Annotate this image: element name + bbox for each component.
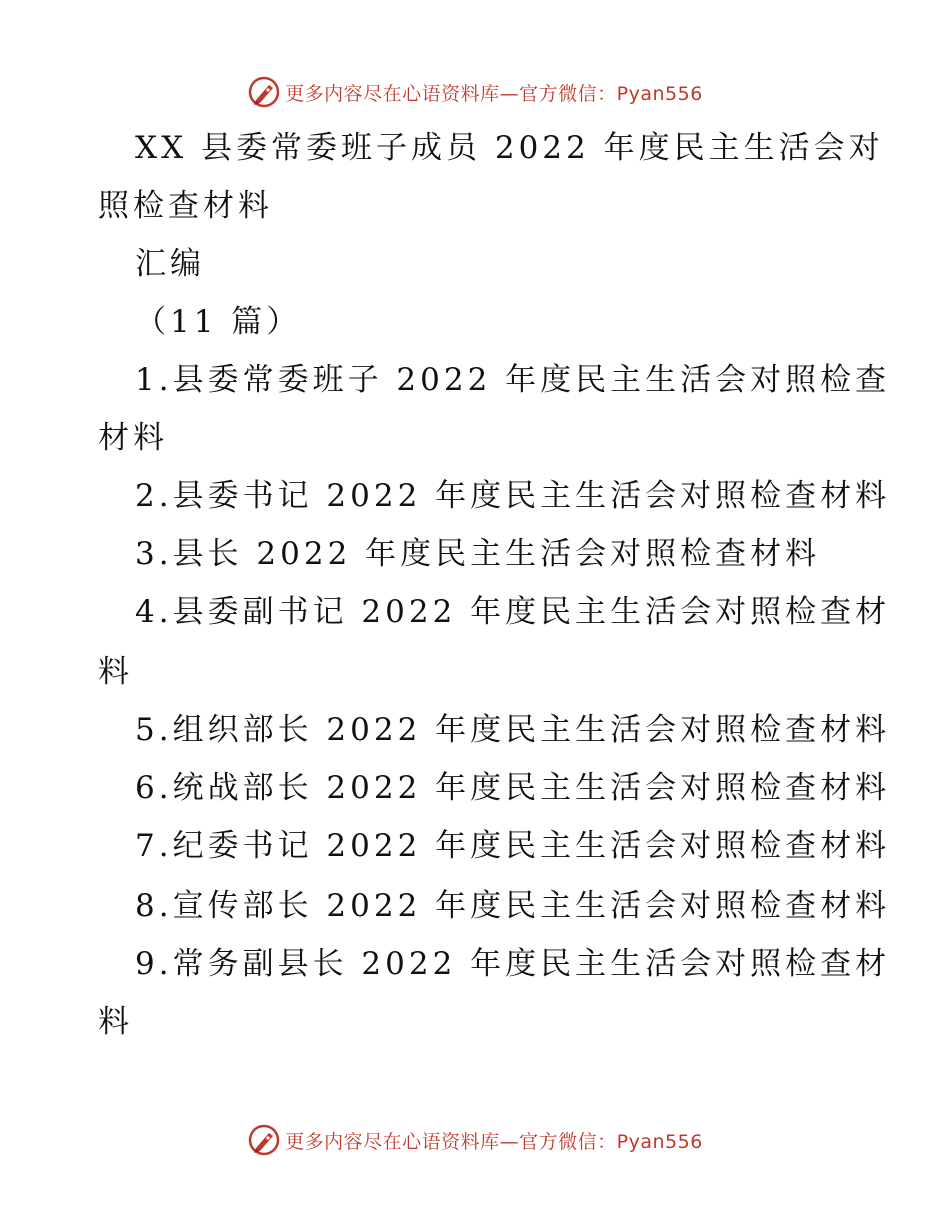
header-watermark (0, 72, 950, 112)
document-subtitle: 汇编 (135, 246, 205, 282)
list-item: 4.县委副书记 2022 年度民主生活会对照检查材 (135, 594, 891, 630)
pen-logo-icon (247, 1123, 281, 1157)
list-item-continuation: 材料 (98, 420, 168, 456)
watermark-text: 更多内容尽在心语资料库—官方微信：Pyan556 (285, 1130, 703, 1153)
list-item: 5.组织部长 2022 年度民主生活会对照检查材料 (135, 712, 891, 748)
pen-logo-icon (247, 75, 281, 109)
list-item: 2.县委书记 2022 年度民主生活会对照检查材料 (135, 478, 891, 514)
list-item: 9.常务副县长 2022 年度民主生活会对照检查材 (135, 946, 891, 982)
document-title-line-1: XX 县委常委班子成员 2022 年度民主生活会对 (135, 130, 884, 166)
list-item-continuation: 料 (98, 1004, 133, 1040)
list-item-continuation: 料 (98, 654, 133, 690)
list-item: 7.纪委书记 2022 年度民主生活会对照检查材料 (135, 828, 891, 864)
list-item: 8.宣传部长 2022 年度民主生活会对照检查材料 (135, 888, 891, 924)
document-count: （11 篇） (135, 304, 302, 340)
list-item: 3.县长 2022 年度民主生活会对照检查材料 (135, 536, 821, 572)
footer-watermark (0, 1120, 950, 1160)
watermark-text: 更多内容尽在心语资料库—官方微信：Pyan556 (285, 82, 703, 105)
list-item: 6.统战部长 2022 年度民主生活会对照检查材料 (135, 770, 891, 806)
document-title-line-2: 照检查材料 (98, 188, 273, 224)
list-item: 1.县委常委班子 2022 年度民主生活会对照检查 (135, 362, 891, 398)
